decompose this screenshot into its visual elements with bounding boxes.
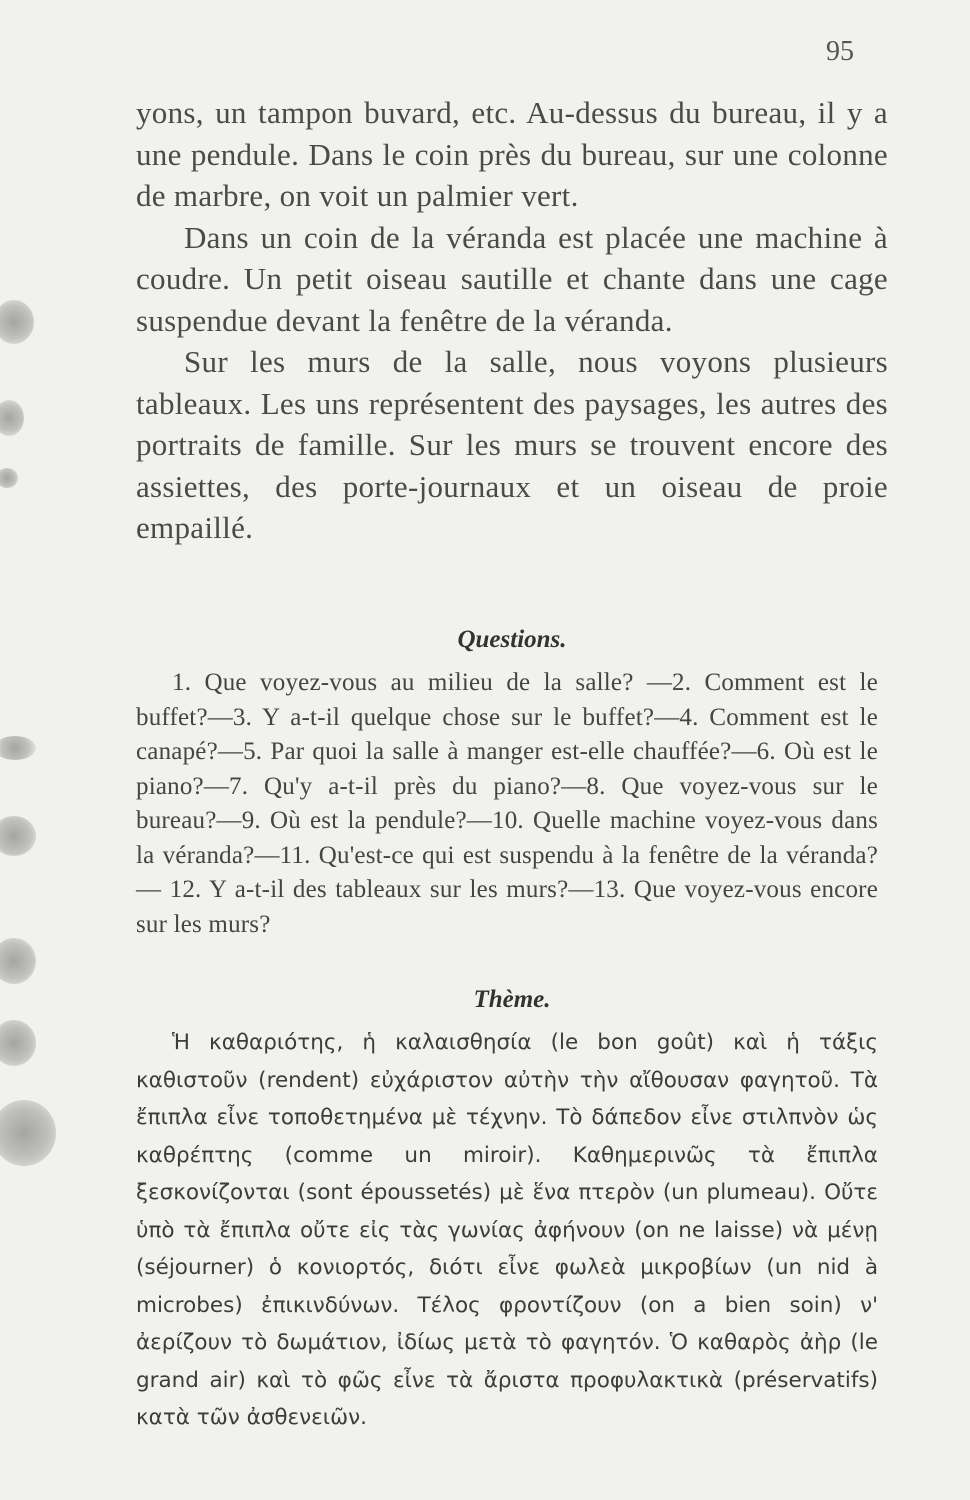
theme-section	[136, 1024, 878, 1437]
body-text	[136, 92, 888, 549]
binding-hole-mark	[0, 400, 24, 436]
binding-hole-mark	[0, 1020, 36, 1066]
theme-text: Ἡ καθαριότης, ἡ καλαισθησία (le bon goût) καὶ ἡ τάξις καθιστοῦν (rendent) εὐχάριστον αὐτὴν τὴν αἴθουσαν φαγητοῦ. Τὰ ἔπιπλα εἶνε τοποθετημένα μὲ τέχνην. Τὸ δάπεδον εἶνε στιλπνὸν ὡς καθρέπτης (comme un miroir). Καθημερινῶς τὰ ἔπιπλα ξεσκονίζονται (sont époussetés) μὲ ἕνα πτερὸν (un plumeau). Οὔτε ὑπὸ τὰ ἔπιπλα οὔτε εἰς τὰς γωνίας ἀφήνουν (on ne laisse) νὰ μένῃ (séjourner) ὁ κονιορτός, διότι εἶνε φωλεὰ μικροβίων (un nid à microbes) ἐπικινδύνων. Τέλος φροντίζουν (on a bien soin) ν' ἀερίζουν τὸ δωμάτιον, ἰδίως μετὰ τὸ φαγητόν. Ὁ καθαρὸς ἀὴρ (le grand air) καὶ τὸ φῶς εἶνε τὰ ἄριστα προφυλακτικὰ (préservatifs) κατὰ τῶν ἀσθενειῶν.	[136, 1030, 878, 1430]
binding-hole-mark	[0, 816, 36, 856]
binding-hole-mark	[0, 300, 34, 344]
questions-heading: Questions.	[457, 626, 567, 653]
binding-hole-mark	[0, 938, 36, 984]
page-number: 95	[826, 36, 854, 67]
binding-hole-mark	[0, 468, 18, 488]
body-paragraph: yons, un tampon buvard, etc. Au-dessus du bureau, il y a une pendule. Dans le coin près du bureau, sur une colonne de marbre, on voit un palmier vert.	[136, 95, 888, 213]
binding-hole-mark	[0, 736, 36, 760]
binding-hole-mark	[0, 1100, 56, 1166]
questions-section	[136, 666, 878, 942]
theme-heading: Thème.	[473, 986, 551, 1013]
body-paragraph: Dans un coin de la véranda est placée une machine à coudre. Un petit oiseau sautille et chante dans une cage suspendue devant la fenêtre de la véranda.	[136, 219, 888, 338]
questions-text: 1. Que voyez-vous au milieu de la salle? —2. Comment est le buffet?—3. Y a-t-il quelque chose sur le buffet?—4. Comment est le canapé?—5. Par quoi la salle à manger est-elle chauffée?—6. Où est le piano?—7. Qu'y a-t-il près du piano?—8. Que voyez-vous sur le bureau?—9. Où est la pendule?—10. Quelle machine voyez-vous dans la véranda?—11. Qu'est-ce qui est suspendu à la fenêtre de la véranda?— 12. Y a-t-il des tableaux sur les murs?—13. Que voyez-vous encore sur les murs?	[136, 669, 878, 938]
body-paragraph: Sur les murs de la salle, nous voyons plusieurs tableaux. Les uns représentent des paysages, les autres des portraits de famille. Sur les murs se trouvent encore des assiettes, des porte-journaux et un oiseau de proie empaillé.	[136, 344, 888, 545]
